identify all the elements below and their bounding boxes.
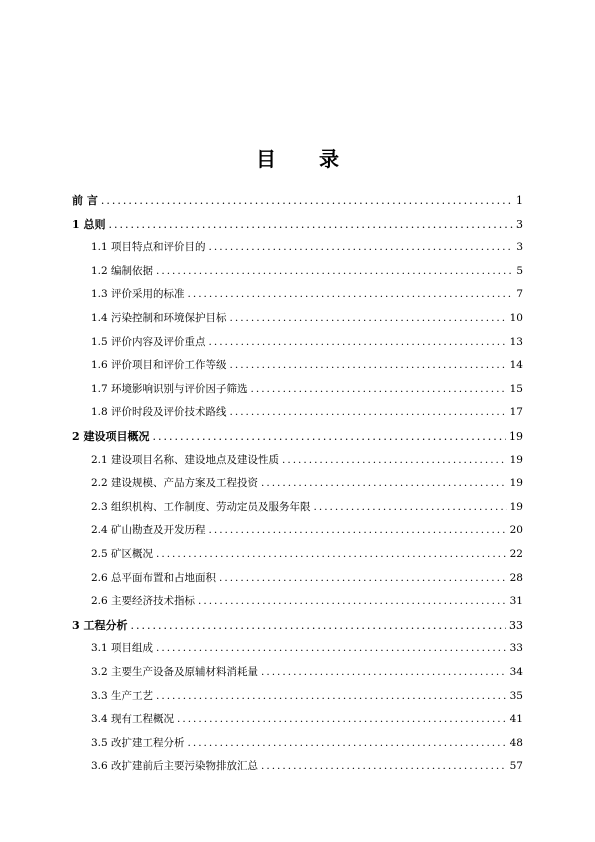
toc-entry-title: 2.1 建设项目名称、建设地点及建设性质 bbox=[91, 453, 280, 466]
toc-entry[interactable] bbox=[91, 239, 523, 254]
toc-entry-title: 2.4 矿山勘查及开发历程 bbox=[91, 524, 206, 537]
toc-entry[interactable] bbox=[91, 664, 523, 679]
toc-entry-title: 2.5 矿区概况 bbox=[91, 548, 154, 560]
toc-leader-dots bbox=[209, 336, 507, 348]
toc-page-number: 7 bbox=[516, 288, 523, 301]
toc-leader-dots bbox=[156, 265, 513, 277]
toc-entry[interactable] bbox=[72, 617, 523, 633]
toc-entry[interactable] bbox=[91, 522, 523, 537]
toc-leader-dots bbox=[188, 737, 507, 749]
toc-page-number: 31 bbox=[509, 595, 523, 608]
toc-entry-title: 1.5 评价内容及评价重点 bbox=[91, 335, 206, 348]
toc-page-number: 5 bbox=[516, 264, 523, 277]
toc-entry[interactable] bbox=[72, 192, 523, 208]
toc-entry-title: 2.6 主要经济技术指标 bbox=[91, 595, 196, 608]
toc-leader-dots bbox=[101, 194, 513, 207]
toc-entry-title: 1.7 环境影响识别与评价因子筛选 bbox=[91, 382, 248, 395]
toc-leader-dots bbox=[108, 218, 513, 231]
toc-leader-dots bbox=[209, 524, 507, 536]
toc-leader-dots bbox=[219, 572, 507, 584]
toc-leader-dots bbox=[177, 713, 507, 725]
toc-entry[interactable] bbox=[91, 546, 523, 561]
toc-entry-title: 2.2 建设规模、产品方案及工程投资 bbox=[91, 477, 259, 490]
toc-entry[interactable] bbox=[91, 310, 523, 325]
toc-leader-dots bbox=[156, 690, 507, 702]
toc-entry[interactable] bbox=[91, 640, 523, 655]
toc-leader-dots bbox=[261, 477, 507, 489]
toc-entry-title: 1.3 评价采用的标准 bbox=[91, 288, 185, 301]
toc-page-number: 35 bbox=[509, 689, 523, 702]
toc-page-number: 48 bbox=[509, 736, 523, 749]
toc-entry-title: 3.6 改扩建前后主要污染物排放汇总 bbox=[91, 760, 259, 773]
toc-page-number: 28 bbox=[509, 571, 523, 584]
toc-page-number: 13 bbox=[509, 335, 523, 348]
toc-entry-title: 3 工程分析 bbox=[72, 618, 128, 632]
toc-page-number: 14 bbox=[509, 359, 523, 372]
toc-entry[interactable] bbox=[91, 452, 523, 467]
toc-entry-title: 前 言 bbox=[72, 194, 98, 207]
toc-page-number: 19 bbox=[509, 430, 523, 443]
toc-entry[interactable] bbox=[91, 735, 523, 750]
toc-page-number: 33 bbox=[509, 618, 523, 632]
toc-entry[interactable] bbox=[91, 357, 523, 372]
toc-entry-title: 3.4 现有工程概况 bbox=[91, 713, 175, 726]
toc-page-number: 17 bbox=[509, 406, 523, 419]
toc-entry[interactable] bbox=[91, 404, 523, 419]
toc-leader-dots bbox=[156, 548, 507, 560]
toc-entry[interactable] bbox=[91, 499, 523, 514]
toc-entry-title: 3.3 生产工艺 bbox=[91, 689, 154, 702]
toc-entry[interactable] bbox=[91, 758, 523, 773]
toc-leader-dots bbox=[261, 666, 507, 678]
toc-entry[interactable] bbox=[72, 216, 523, 232]
toc-leader-dots bbox=[230, 406, 507, 418]
toc-leader-dots bbox=[282, 454, 507, 466]
toc-page-number: 19 bbox=[509, 453, 523, 466]
toc-entry-title: 3.1 项目组成 bbox=[91, 642, 154, 655]
toc-page-number: 10 bbox=[509, 312, 523, 324]
toc-entry-title: 1.4 污染控制和环境保护目标 bbox=[91, 312, 227, 324]
toc-entry-title: 3.5 改扩建工程分析 bbox=[91, 736, 185, 749]
toc-entry[interactable] bbox=[91, 263, 523, 278]
toc-entry[interactable] bbox=[91, 334, 523, 349]
toc-leader-dots bbox=[251, 383, 507, 395]
toc-entry[interactable] bbox=[91, 381, 523, 396]
toc-entry-title: 1.1 项目特点和评价目的 bbox=[91, 241, 206, 254]
toc-leader-dots bbox=[230, 312, 507, 324]
toc-entry-title: 1 总则 bbox=[72, 217, 106, 231]
toc-entry-title: 3.2 主要生产设备及原辅材料消耗量 bbox=[91, 666, 259, 678]
toc-leader-dots bbox=[314, 501, 507, 513]
toc-page-number: 15 bbox=[509, 382, 523, 395]
toc-entry[interactable] bbox=[91, 711, 523, 726]
toc-entry-title: 2.3 组织机构、工作制度、劳动定员及服务年限 bbox=[91, 500, 311, 513]
toc-page-number: 41 bbox=[509, 713, 523, 726]
toc-entry-title: 1.8 评价时段及评价技术路线 bbox=[91, 406, 227, 419]
toc-page-number: 57 bbox=[509, 760, 523, 773]
toc-page-number: 22 bbox=[509, 548, 523, 560]
toc-leader-dots bbox=[230, 359, 507, 371]
toc-entry-title: 2 建设项目概况 bbox=[72, 430, 150, 443]
toc-page-number: 34 bbox=[509, 666, 523, 678]
toc-entry-title: 2.6 总平面布置和占地面积 bbox=[91, 571, 217, 584]
toc-page-number: 3 bbox=[516, 217, 523, 231]
toc-entry-title: 1.6 评价项目和评价工作等级 bbox=[91, 359, 227, 372]
toc-leader-dots bbox=[188, 288, 514, 300]
toc-entry[interactable] bbox=[91, 570, 523, 585]
toc-page-number: 33 bbox=[509, 642, 523, 655]
toc-page-number: 3 bbox=[516, 241, 523, 254]
toc-leader-dots bbox=[130, 619, 506, 632]
toc-title: 目 录 bbox=[256, 147, 357, 171]
toc-page-number: 1 bbox=[516, 194, 523, 207]
toc-leader-dots bbox=[156, 642, 507, 654]
toc-leader-dots bbox=[198, 595, 507, 607]
toc-leader-dots bbox=[261, 760, 507, 772]
toc-entry[interactable] bbox=[72, 428, 523, 444]
toc-leader-dots bbox=[152, 430, 506, 443]
toc-entry-title: 1.2 编制依据 bbox=[91, 264, 154, 277]
toc-page-number: 20 bbox=[509, 524, 523, 537]
toc-page-number: 19 bbox=[509, 477, 523, 490]
toc-entry[interactable] bbox=[91, 286, 523, 301]
toc-leader-dots bbox=[209, 241, 514, 253]
toc-page-number: 19 bbox=[509, 500, 523, 513]
toc-entry[interactable] bbox=[91, 475, 523, 490]
toc-entry[interactable] bbox=[91, 688, 523, 703]
toc-entry[interactable] bbox=[91, 593, 523, 608]
